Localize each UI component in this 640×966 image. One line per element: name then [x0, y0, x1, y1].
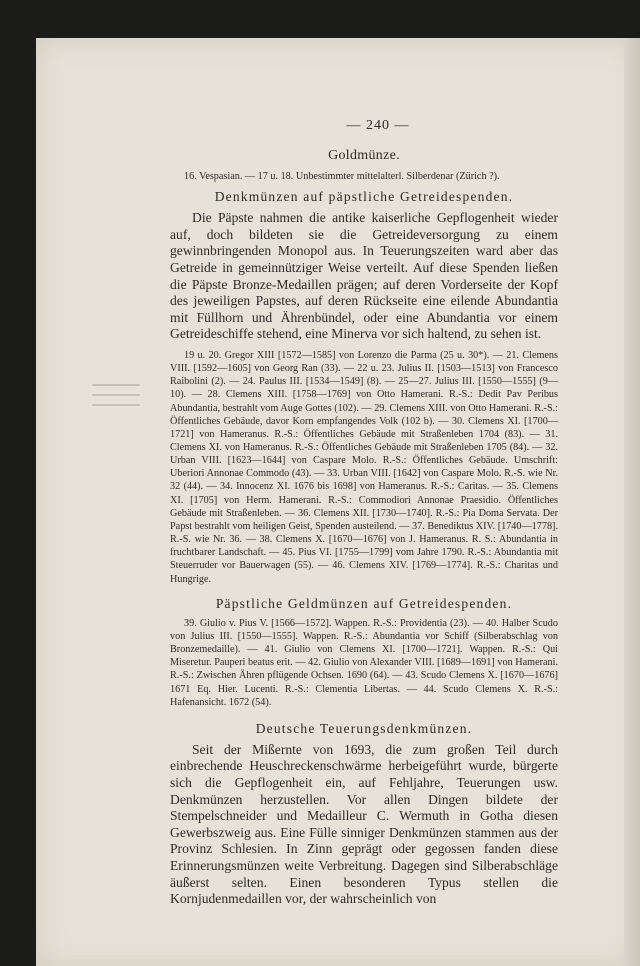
geldmuenzen-list: 39. Giulio v. Pius V. [1566—1572]. Wappen. R.-S.: Providentia (23). — 40. Halber Scudo von Julius III. [1550—1555]. Wappen. R.-S.: Abundantia vor Schiff (Silberabschlag von Bronzemedaille). — 41. Giulio von Clemens XI. [1700—1721]. Wappen. R.-S.: Qui Miseretur. Pauperi beatus erit. — 42. Giulio von Alexander VIII. [1689—1691] von Hamerani. R.-S.: Zwischen Ähren pflügende Ochsen. 1690 (64). — 43. Scudo Clemens X. [1670—1676] 1671 Eq. Hier. Lucenti. R.-S.: Clementia Libertas. — 44. Scudo Clemens X. R.-S.: Hafenansicht. 1672 (54). [170, 617, 558, 708]
section-heading-denkmuenzen: Denkmünzen auf päpstliche Getreidespenden. [214, 189, 514, 205]
page-edge [624, 38, 640, 966]
section-heading-geldmuenzen: Päpstliche Geldmünzen auf Getreidespenden. [215, 595, 513, 611]
denkmuenzen-body: Die Päpste nahmen die antike kaiserliche Gepflogenheit wieder auf, doch bildeten sie die Getreideversorgung zu einem gewinnbringenden Monopol aus. In Teuerungszeiten ward aber das Getreide in gemeinnütziger Weise verteilt. Auf diese Spenden ließen die Päpste Bronze-Medaillen prägen; auf deren Vorderseite der Kopf des jeweiligen Papstes, auf deren Rückseite eine eilende Abundantia mit Füllhorn und Ährenbündel, oder eine Abundantia vor einem Getreideschiffe stehend, eine Minerva vor sich haltend, zu sehen ist. [170, 210, 558, 342]
page-number: — 240 — [346, 118, 410, 133]
denkmuenzen-list: 19 u. 20. Gregor XIII [1572—1585] von Lorenzo die Parma (25 u. 30*). — 21. Clemens VIII. [1592—1605] von Georg Ran (33). — 22 u. 23. Julius II. [1503—1513] von Francesco Raibolini (2). — 24. Paulus III. [1534—1549] (8). — 25—27. Julius III. [1550—1555] (9—10). — 28. Clemens XIII. [1758—1769] von Otto Hamerani. R.-S.: Dedit Pav Peribus Abundantia, bestrahlt vom Auge Gottes (102). — 29. Clemens XIII. von Otto Hamerani. R.-S.: Öffentliches Gebäude, davor Korn empfangendes Volk (102 b). — 30. Clemens XI. [1700—1721] von Hameranus. R.-S.: Öffentliches Gebäude mit Straßenleben 1704 (83). — 31. Clemens XI. von Hameranus. R.-S.: Öffentliches Gebäude mit Straßenleben 1705 (84). — 32. Urban VIII. [1623—1644] von Caspare Molo. R.-S.: Öffentliches Gebäude. Umschrift: Uberiori Annonae Commodo (43). — 33. Urban VIII. [1642] von Caspare Molo. R.-S. wie Nr. 32 (44). — 34. Innocenz XI. 1676 bis 1698] von Hameranus. R.-S.: Caritas. — 35. Clemens XI. [1705] von Herm. Hamerani. R.-S.: Commodiori Annonae Praesidio. Öffentliches Gebäude mit Straßenleben. — 36. Clemens XII. [1730—1740]. R.-S.: Pia Doma Servata. Der Papst bestrahlt vom heiligen Geist, Spenden austeilend. — 37. Benediktus XIV. [1740—1778]. R.-S. wie Nr. 36. — 38. Clemens X. [1670—1676] von J. Hameranus. R. S.: Abundantia in fruchtbarer Landschaft. — 45. Pius VI. [1755—1799] vom Jahre 1790. R.-S.: Abundantia mit Steuerruder vor Bauerwagen (55). — 46. Clemens XIV. [1769—1774]. R.-S.: Charitas und Hungrige. [170, 349, 558, 585]
goldmuenze-text: 16. Vespasian. — 17 u. 18. Unbestimmter mittelalterl. Silberdenar (Zürich ?). [184, 171, 500, 182]
show-through-mark [92, 376, 140, 416]
section-heading-teuerung: Deutsche Teuerungsdenkmünzen. [255, 720, 473, 736]
text-column [170, 118, 558, 914]
teuerung-body: Seit der Mißernte von 1693, die zum großen Teil durch einbrechende Heuschreckenschwärme herbeigeführt wurde, bürgerte sich die Gepflogenheit ein, auf Fehljahre, Teuerungen usw. Denkmünzen herzustellen. Vor allen Dingen bildete der Stempelschneider und Medailleur C. Wermuth in Gotha diesen Gewerbszweig aus. Eine Fülle sinniger Denkmünzen stammen aus der Provinz Schlesien. In Zinn geprägt oder gegossen fanden diese Erinnerungsmünzen weite Verbreitung. Dagegen sind Silberabschläge äußerst selten. Einen besonderen Typus stellen die Kornjudenmedaillen vor, der wahrscheinlich von [170, 741, 558, 907]
section-heading-goldmuenze: Goldmünze. [328, 148, 400, 163]
